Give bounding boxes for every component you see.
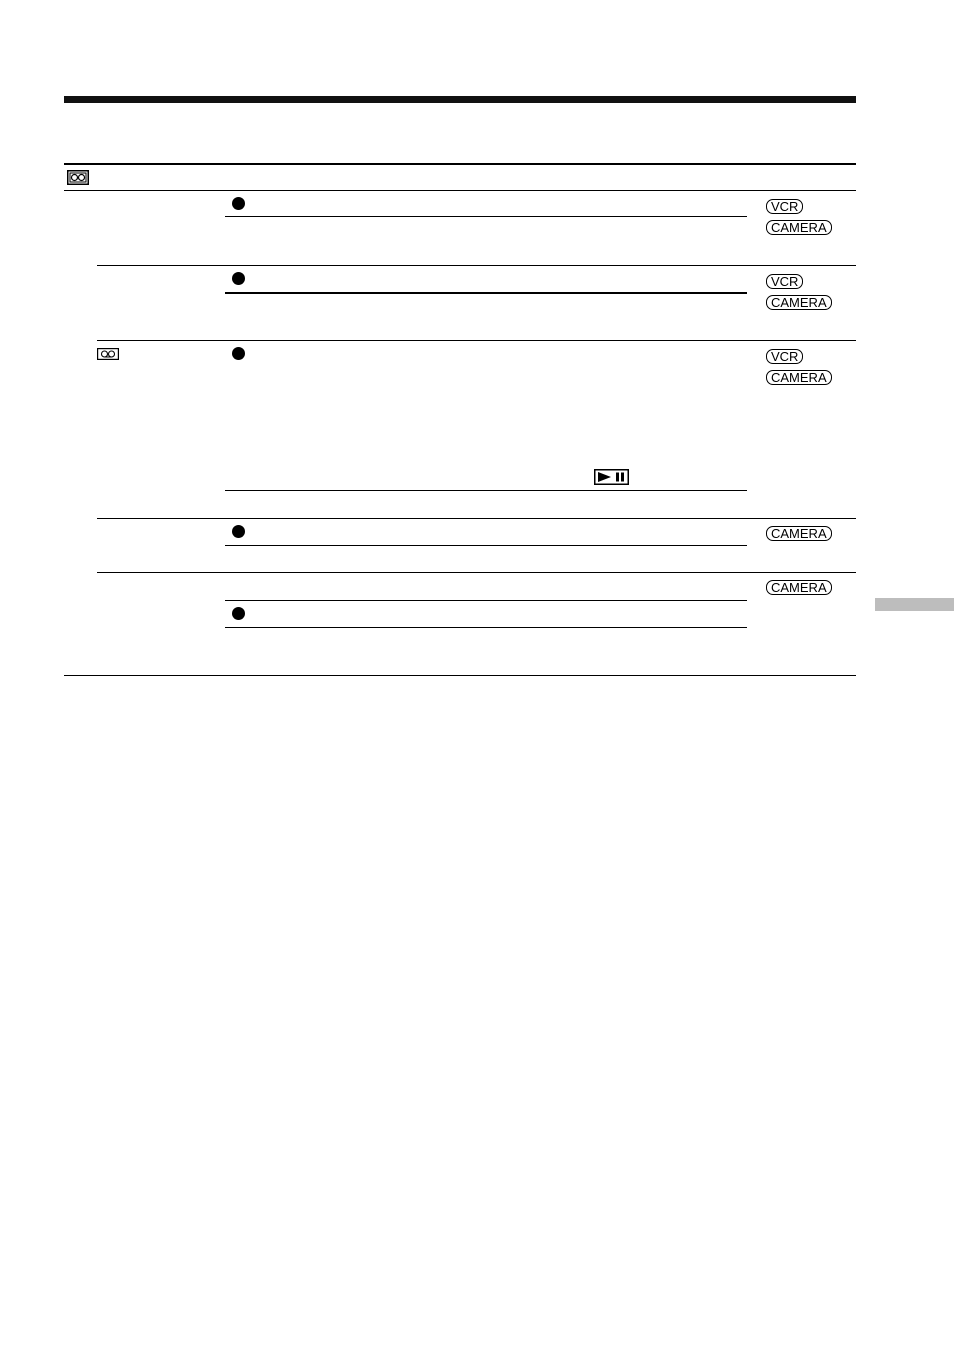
bullet-marker [232,197,245,210]
section-side-tab [875,598,954,611]
row-divider [97,572,856,573]
cassette-tape-icon [97,348,119,360]
mode-badge-vcr: VCR [766,274,803,289]
mode-badge-vcr: VCR [766,199,803,214]
mode-badge-camera: CAMERA [766,526,832,541]
bullet-marker [232,607,245,620]
row-divider [97,340,856,341]
row-divider [97,265,856,266]
mode-badge-camera: CAMERA [766,580,832,595]
row-divider [97,518,856,519]
bullet-marker [232,525,245,538]
mode-badge-camera: CAMERA [766,295,832,310]
bullet-marker [232,347,245,360]
table-header-divider [64,190,856,191]
header-rule [64,96,856,103]
cell-divider [225,600,747,601]
mode-badge-vcr: VCR [766,349,803,364]
cell-divider [225,490,747,491]
play-pause-icon [594,469,629,485]
cell-divider [225,545,747,546]
cell-divider [225,216,747,217]
cell-divider [225,627,747,628]
bullet-marker [232,272,245,285]
mode-badge-camera: CAMERA [766,370,832,385]
cell-divider [225,292,747,294]
mode-badge-camera: CAMERA [766,220,832,235]
cassette-tape-icon [67,170,89,185]
table-top-border [64,163,856,165]
table-bottom-border [64,675,856,676]
